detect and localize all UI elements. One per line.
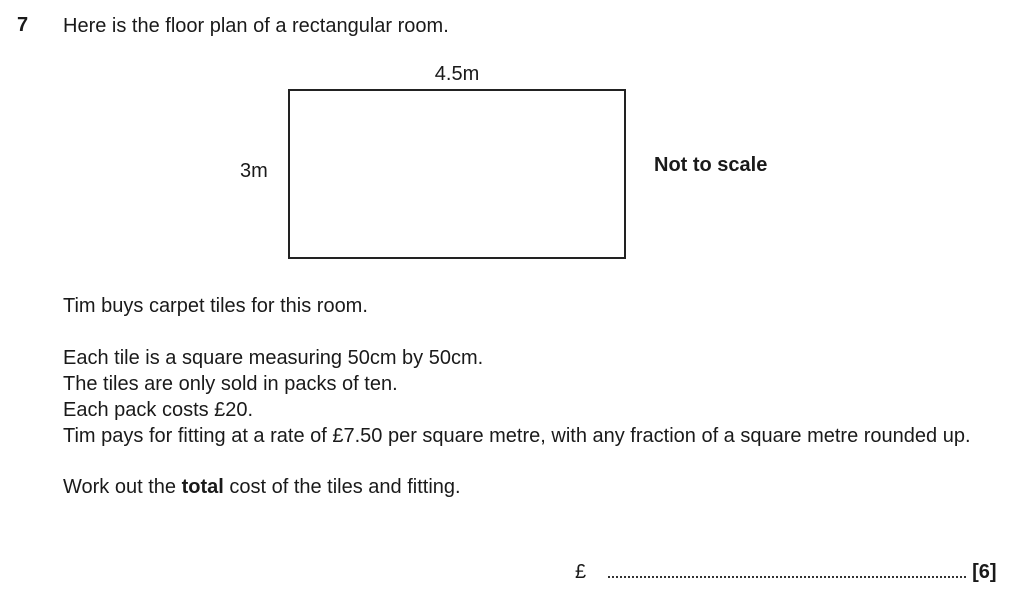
- question-number: 7: [17, 14, 29, 36]
- room-height-label: 3m: [240, 160, 268, 182]
- not-to-scale-note: Not to scale: [654, 154, 768, 176]
- fact-pack-cost: Each pack costs £20.: [63, 399, 254, 421]
- answer-input-line[interactable]: [608, 560, 966, 578]
- room-width-label: 4.5m: [434, 63, 480, 85]
- tim-buys-text: Tim buys carpet tiles for this room.: [63, 295, 368, 317]
- task-text-end: cost of the tiles and fitting.: [223, 476, 461, 498]
- answer-line: [575, 560, 997, 584]
- question-intro: Here is the floor plan of a rectangular room.: [63, 15, 449, 37]
- fact-pack-size: The tiles are only sold in packs of ten.: [63, 373, 398, 395]
- task-text-bold: total: [181, 476, 224, 498]
- fact-tile-size: Each tile is a square measuring 50cm by 50cm.: [63, 347, 484, 369]
- task-instruction: [63, 474, 461, 500]
- task-text-start: Work out the: [63, 476, 182, 498]
- fact-fitting-rate: Tim pays for fitting at a rate of £7.50 per square metre, with any fraction of a square metre rounded up.: [63, 425, 971, 447]
- facts-list: [63, 345, 971, 449]
- room-floor-plan-rectangle: [288, 89, 626, 259]
- currency-symbol: £: [575, 561, 587, 583]
- marks-label: [6]: [972, 561, 997, 583]
